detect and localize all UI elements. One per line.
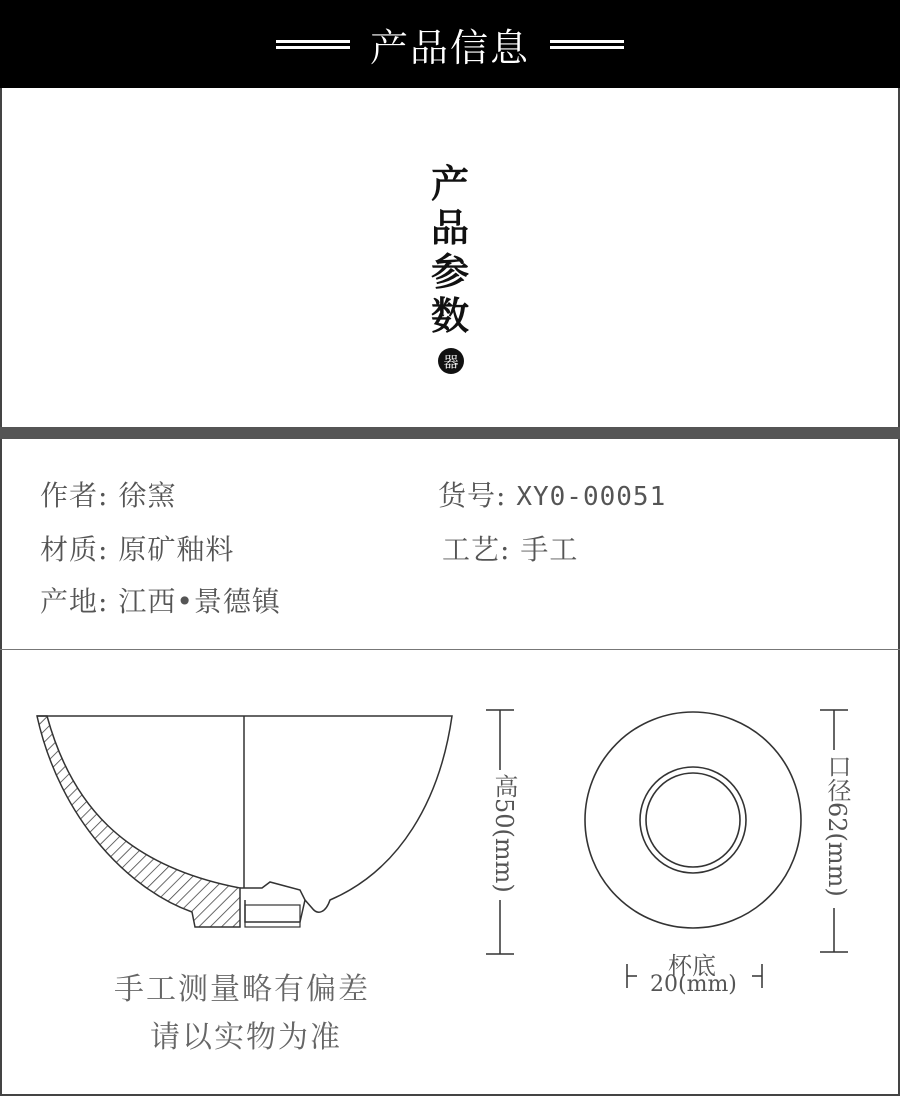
vertical-title-char: 产 bbox=[430, 161, 469, 206]
base-value: 20(mm) bbox=[650, 972, 737, 997]
sku-row bbox=[438, 474, 666, 514]
header-title bbox=[0, 0, 900, 88]
craft-label: 工艺: bbox=[442, 533, 511, 566]
craft-row bbox=[442, 528, 578, 568]
cup-foot bbox=[245, 905, 300, 927]
origin-label: 产地: bbox=[40, 585, 109, 618]
author-row bbox=[40, 474, 176, 514]
header-rule-right bbox=[550, 40, 624, 49]
section-divider bbox=[0, 427, 900, 439]
cup-wall-section bbox=[37, 716, 240, 927]
vertical-title-char: 品 bbox=[430, 205, 469, 250]
vertical-title-char: 数 bbox=[430, 293, 469, 338]
rim-circle bbox=[585, 712, 801, 928]
sku-label: 货号: bbox=[438, 479, 507, 512]
header-rule-left bbox=[276, 40, 350, 49]
origin-row bbox=[40, 580, 281, 620]
header-title-text: 产品信息 bbox=[369, 25, 530, 70]
sku-value: XY0-00051 bbox=[516, 482, 667, 512]
dimension-diagram bbox=[0, 650, 900, 1095]
base-label: 杯底 bbox=[668, 952, 716, 980]
badge-icon: 器 bbox=[438, 348, 464, 374]
note-line-1: 手工测量略有偏差 bbox=[114, 972, 370, 1007]
vertical-title-char: 参 bbox=[430, 249, 469, 294]
material-row bbox=[40, 528, 234, 568]
author-label: 作者: bbox=[40, 479, 109, 512]
cup-drawing bbox=[0, 650, 900, 1095]
author-value: 徐窯 bbox=[118, 479, 177, 512]
foot-circle-inner bbox=[646, 773, 740, 867]
cup-inner-curve bbox=[240, 882, 305, 900]
note-line-2: 请以实物为准 bbox=[150, 1020, 342, 1055]
foot-circle-outer bbox=[640, 767, 746, 873]
origin-value: 江西•景德镇 bbox=[118, 585, 281, 618]
material-label: 材质: bbox=[40, 533, 109, 566]
craft-value: 手工 bbox=[520, 533, 579, 566]
vertical-title bbox=[428, 162, 472, 338]
material-value: 原矿釉料 bbox=[118, 533, 235, 566]
height-label: 高50(mm) bbox=[490, 774, 518, 893]
diameter-label: 口径62(mm) bbox=[823, 754, 851, 897]
